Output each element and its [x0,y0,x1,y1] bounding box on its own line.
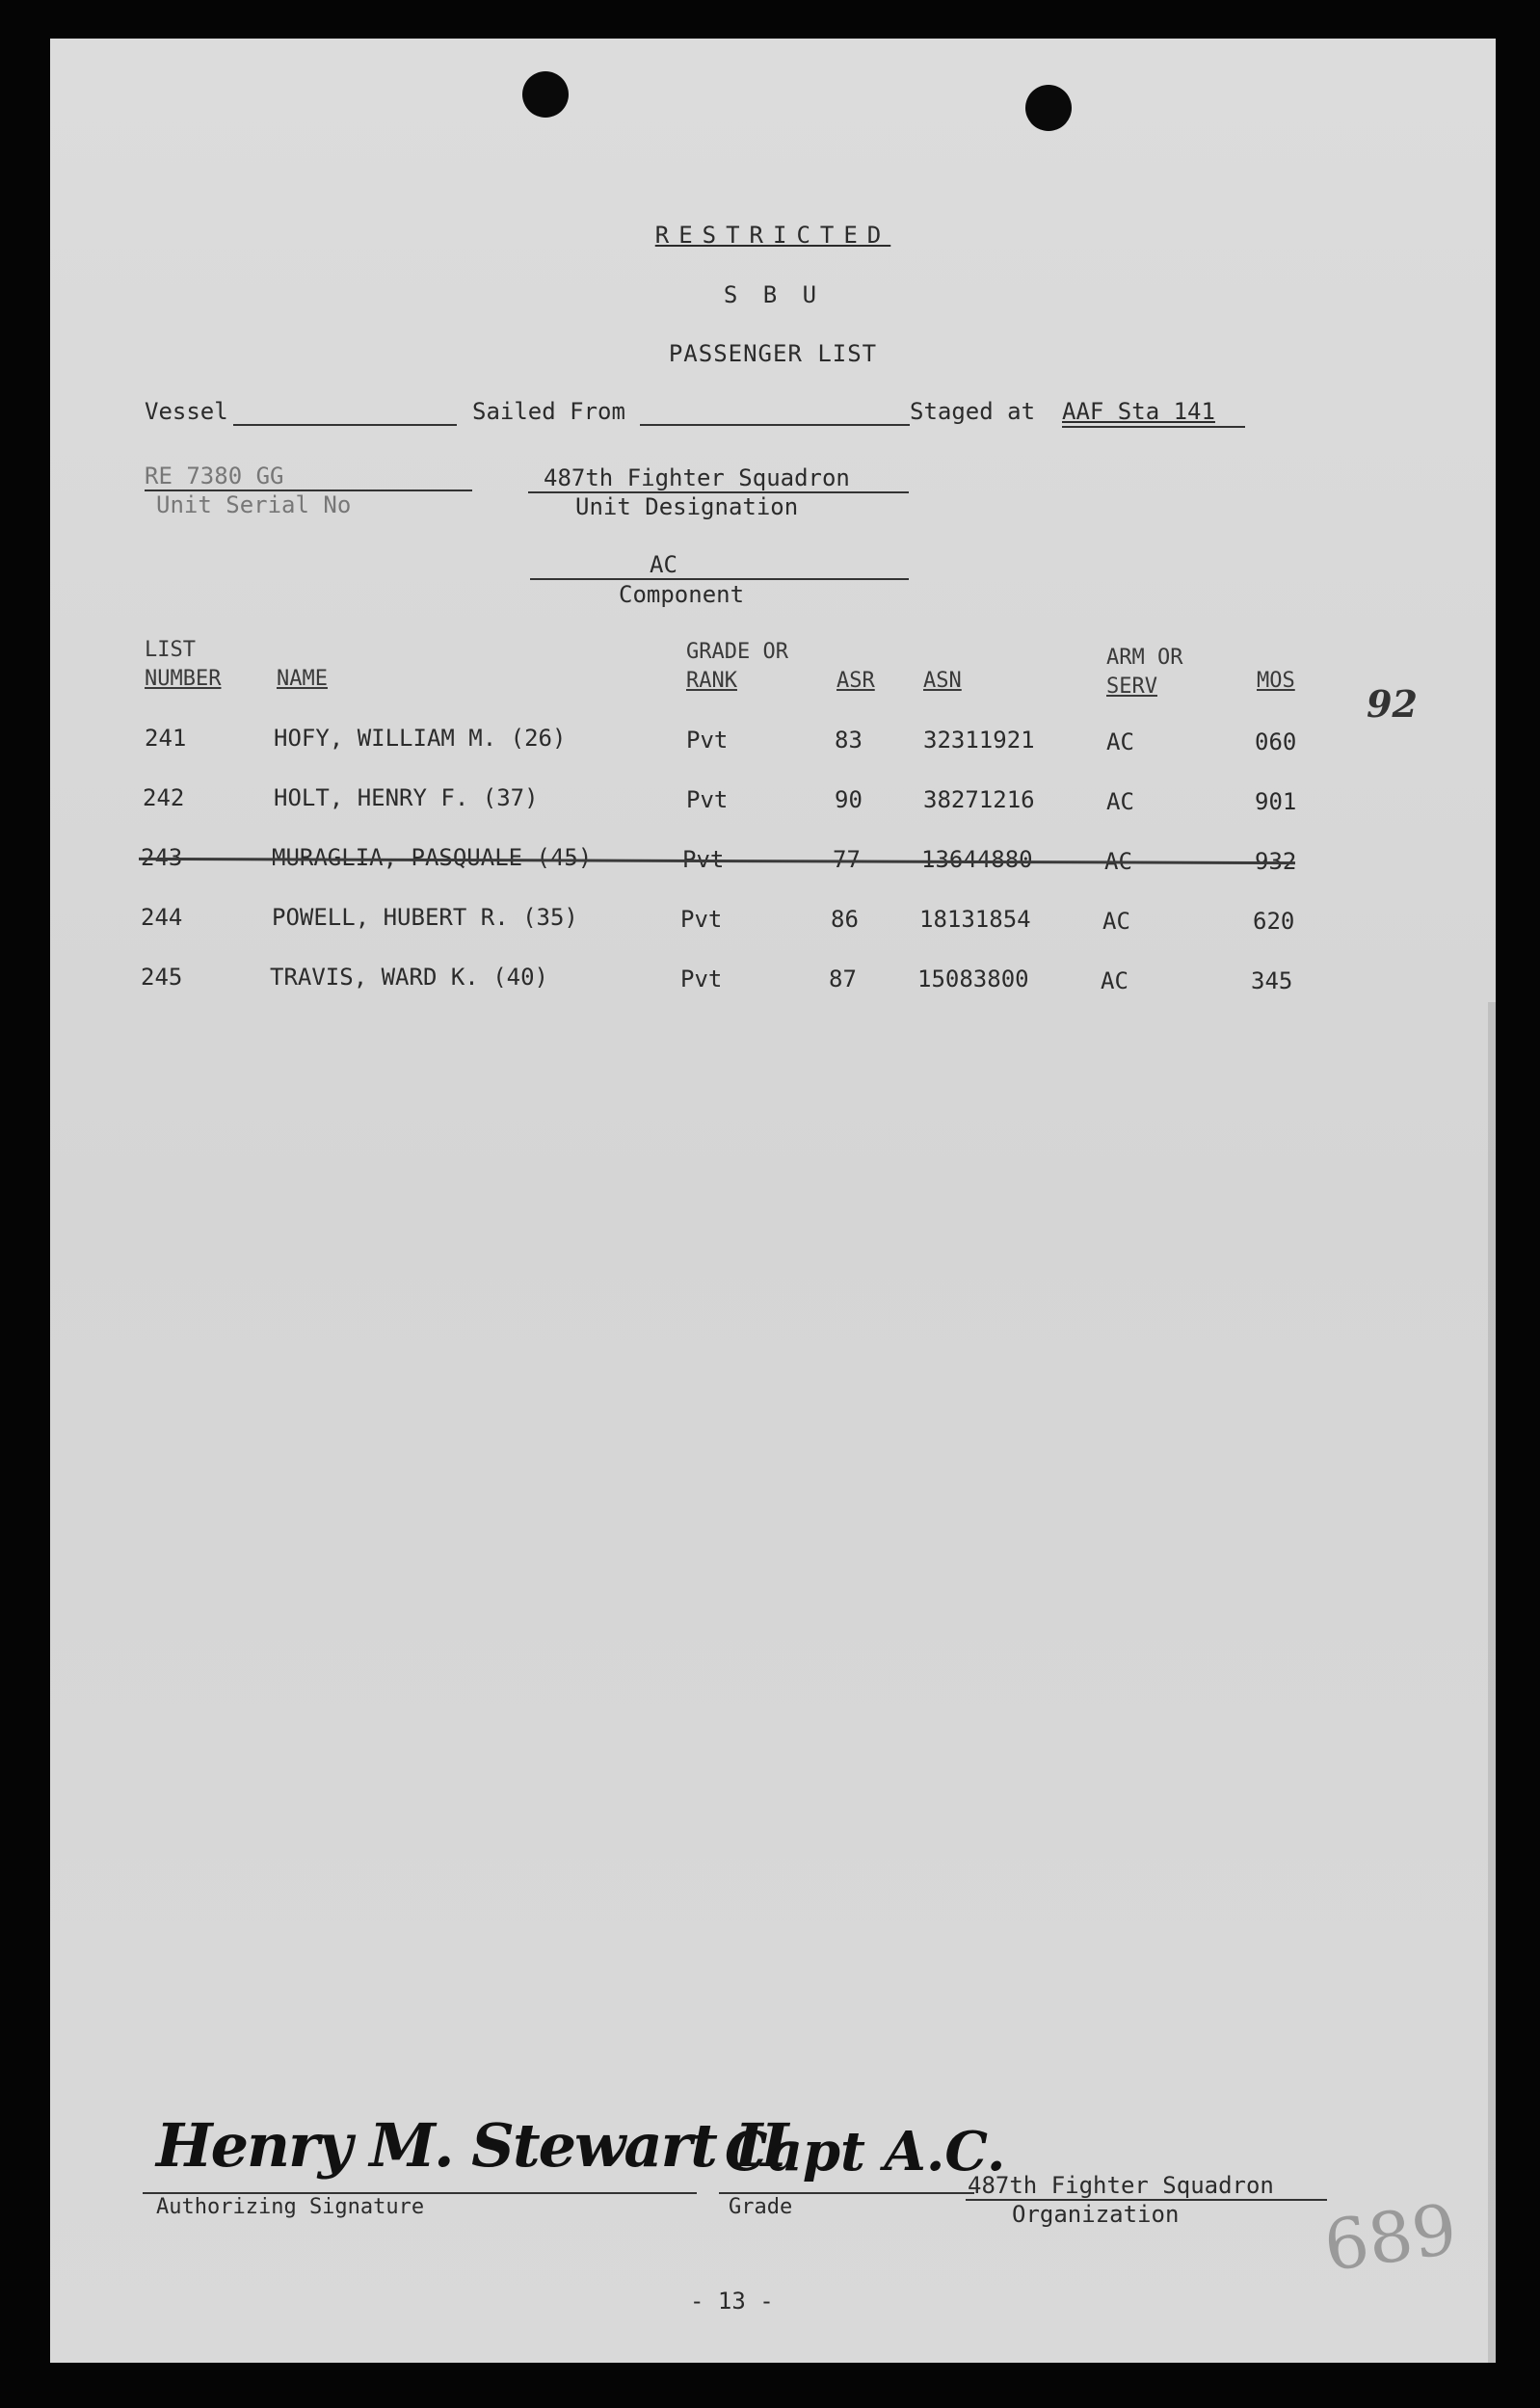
row-asr: 87 [829,966,857,992]
row-mos: 932 [1255,848,1297,875]
signature-line [143,2192,697,2194]
unit-designation-value: 487th Fighter Squadron [544,464,850,491]
component-value: AC [650,551,677,578]
row-arm: AC [1106,788,1134,815]
sailed-from-line [640,424,910,426]
col-arm: ARM OR SERV [1106,646,1183,699]
sailed-from-label: Sailed From [472,398,625,425]
row-list-number: 244 [141,904,183,931]
row-arm: AC [1106,728,1134,755]
row-grade: Pvt [682,846,725,873]
row-arm: AC [1104,848,1132,875]
row-mos: 901 [1255,788,1297,815]
row-mos: 345 [1251,967,1293,994]
punch-hole-left [522,71,569,118]
row-asn: 13644880 [921,846,1033,873]
row-name: HOFY, WILLIAM M. (26) [274,725,567,752]
row-asn: 18131854 [919,906,1031,933]
page-number: - 13 - [690,2288,774,2315]
row-grade: Pvt [686,727,729,754]
row-grade: Pvt [686,786,729,813]
row-name: HOLT, HENRY F. (37) [274,784,539,811]
row-list-number: 245 [141,964,183,991]
document-page [50,39,1496,2363]
row-asn: 38271216 [923,786,1035,813]
authorizing-signature: Henry M. Stewart II [156,2110,787,2181]
col-asr: ASR [836,669,875,693]
sbu-code: S B U [723,281,823,308]
vessel-label: Vessel [145,398,228,425]
vessel-line [233,424,457,426]
row-list-number: 242 [143,784,185,811]
row-grade: Pvt [680,966,723,992]
row-grade: Pvt [680,906,723,933]
col-name: NAME [277,667,328,691]
classification-heading: RESTRICTED [654,222,891,249]
row-asr: 77 [833,846,861,873]
organization-label: Organization [1012,2201,1180,2228]
row-mos: 060 [1255,728,1297,755]
unit-serial-label: Unit Serial No [156,491,352,518]
staged-line [1062,426,1245,428]
row-arm: AC [1102,908,1130,935]
component-label: Component [619,581,745,608]
grade-label: Grade [729,2195,793,2219]
staged-value: AAF Sta 141 [1062,398,1215,425]
row-asn: 32311921 [923,727,1035,754]
row-list-number: 241 [145,725,187,752]
handwritten-number: 689 [1318,2187,1462,2288]
row-list-number: 243 [141,844,183,871]
row-name: TRAVIS, WARD K. (40) [270,964,548,991]
col-list-number: LIST NUMBER [145,638,222,691]
row-name: MURAGLIA, PASQUALE (45) [272,844,593,871]
row-mos: 620 [1253,908,1295,935]
signature-label: Authorizing Signature [156,2195,425,2219]
col-mos: MOS [1257,669,1295,693]
page-edge-shadow [1488,1002,1496,2363]
row-asr: 83 [835,727,863,754]
document-title: PASSENGER LIST [668,340,878,367]
staged-label: Staged at [910,398,1036,425]
row-name: POWELL, HUBERT R. (35) [272,904,578,931]
organization-value: 487th Fighter Squadron [968,2172,1274,2199]
row-asr: 90 [835,786,863,813]
unit-designation-label: Unit Designation [575,493,799,520]
col-asn: ASN [923,669,962,693]
col-grade: GRADE OR RANK [686,640,788,693]
grade-line [719,2192,974,2194]
punch-hole-right [1025,85,1072,131]
component-line [530,578,909,580]
unit-serial-value: RE 7380 GG [145,463,284,490]
grade-signature: Capt A.C. [725,2120,1006,2183]
page-mark-92: 92 [1367,682,1418,726]
row-asr: 86 [831,906,859,933]
row-asn: 15083800 [917,966,1029,992]
row-arm: AC [1101,967,1128,994]
